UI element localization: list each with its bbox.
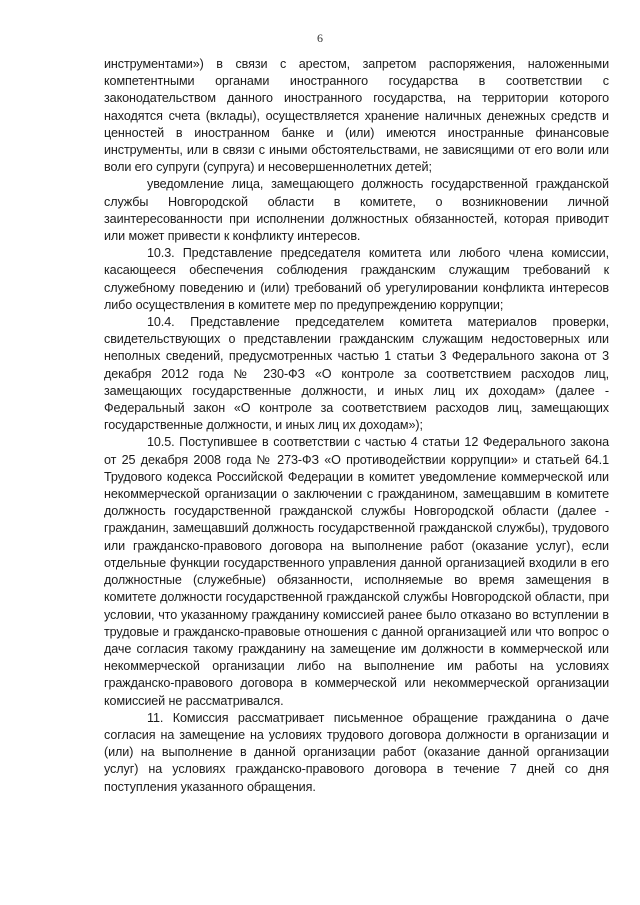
page-number: 6 (317, 31, 323, 45)
paragraph-notification: уведомление лица, замещающего должность государственной гражданской службы Новгородской области в комитете, о возникновении личной заинтересованности при исполнении должностных обязанностей, которая приводит или может привести к конфликту интересов. (104, 177, 609, 244)
paragraph-10-5: 10.5. Поступившее в соответствии с частью 4 статьи 12 Федерального закона от 25 декабря 2008 года № 273-ФЗ «О противодействии коррупции» и статьей 64.1 Трудового кодекса Российской Федерации в комитет уведомление коммерческой или некоммерческой организации о заключении с гражданином, замещавшим в комитете должность государственной гражданской службы Новгородской области (далее - гражданин, замещавший должность государственной гражданской службы), трудового или гражданско-правового договора на выполнение работ (оказание услуг), если отдельные функции государственного управления данной организацией входили в его должностные (служебные) обязанности, исполняемые во время замещения в комитете должности государственной гражданской службы Новгородской области, при условии, что указанному гражданину комиссией ранее было отказано во вступлении в трудовые и гражданско-правовые отношения с данной организацией или что вопрос о даче согласия такому гражданину на замещение им должности в коммерческой или некоммерческой организации либо на выполнение им работы на условиях гражданско-правового договора в коммерческой или некоммерческой организации комиссией не рассматривался. (104, 435, 609, 708)
document-body (104, 56, 609, 796)
paragraph-11: 11. Комиссия рассматривает письменное обращение гражданина о даче согласия на замещение на условиях трудового договора должности в организации и (или) на выполнение в данной организации работ (оказание данной организации услуг) на условиях гражданско-правового договора в течение 7 дней со дня поступления указанного обращения. (104, 710, 609, 794)
paragraph-10-3: 10.3. Представление председателя комитета или любого члена комиссии, касающееся обеспечения соблюдения гражданским служащим требований к служебному поведению и (или) требований об урегулировании конфликта интересов либо осуществления в комитете мер по предупреждению коррупции; (104, 246, 609, 312)
paragraph-continuation: инструментами») в связи с арестом, запретом распоряжения, наложенными компетентными органами иностранного государства в соответствии с законодательством данного иностранного государства, на территории которого находятся счета (вклады), осуществляется хранение наличных денежных средств и ценностей в иностранном банке и (или) имеются иностранные финансовые инструменты, или в связи с иными обстоятельствами, не зависящими от его воли или воли его супруги (супруга) и несовершеннолетних детей; (104, 57, 609, 175)
paragraph-10-4: 10.4. Представление председателем комитета материалов проверки, свидетельствующих о представлении гражданским служащим недостоверных или неполных сведений, предусмотренных частью 1 статьи 3 Федерального закона от 3 декабря 2012 года № 230-ФЗ «О контроле за соответствием расходов лиц, замещающих государственные должности, и иных лиц их доходам» (далее - Федеральный закон «О контроле за соответствием расходов лиц, замещающих государственные должности, и иных лиц их доходам»); (104, 315, 609, 433)
